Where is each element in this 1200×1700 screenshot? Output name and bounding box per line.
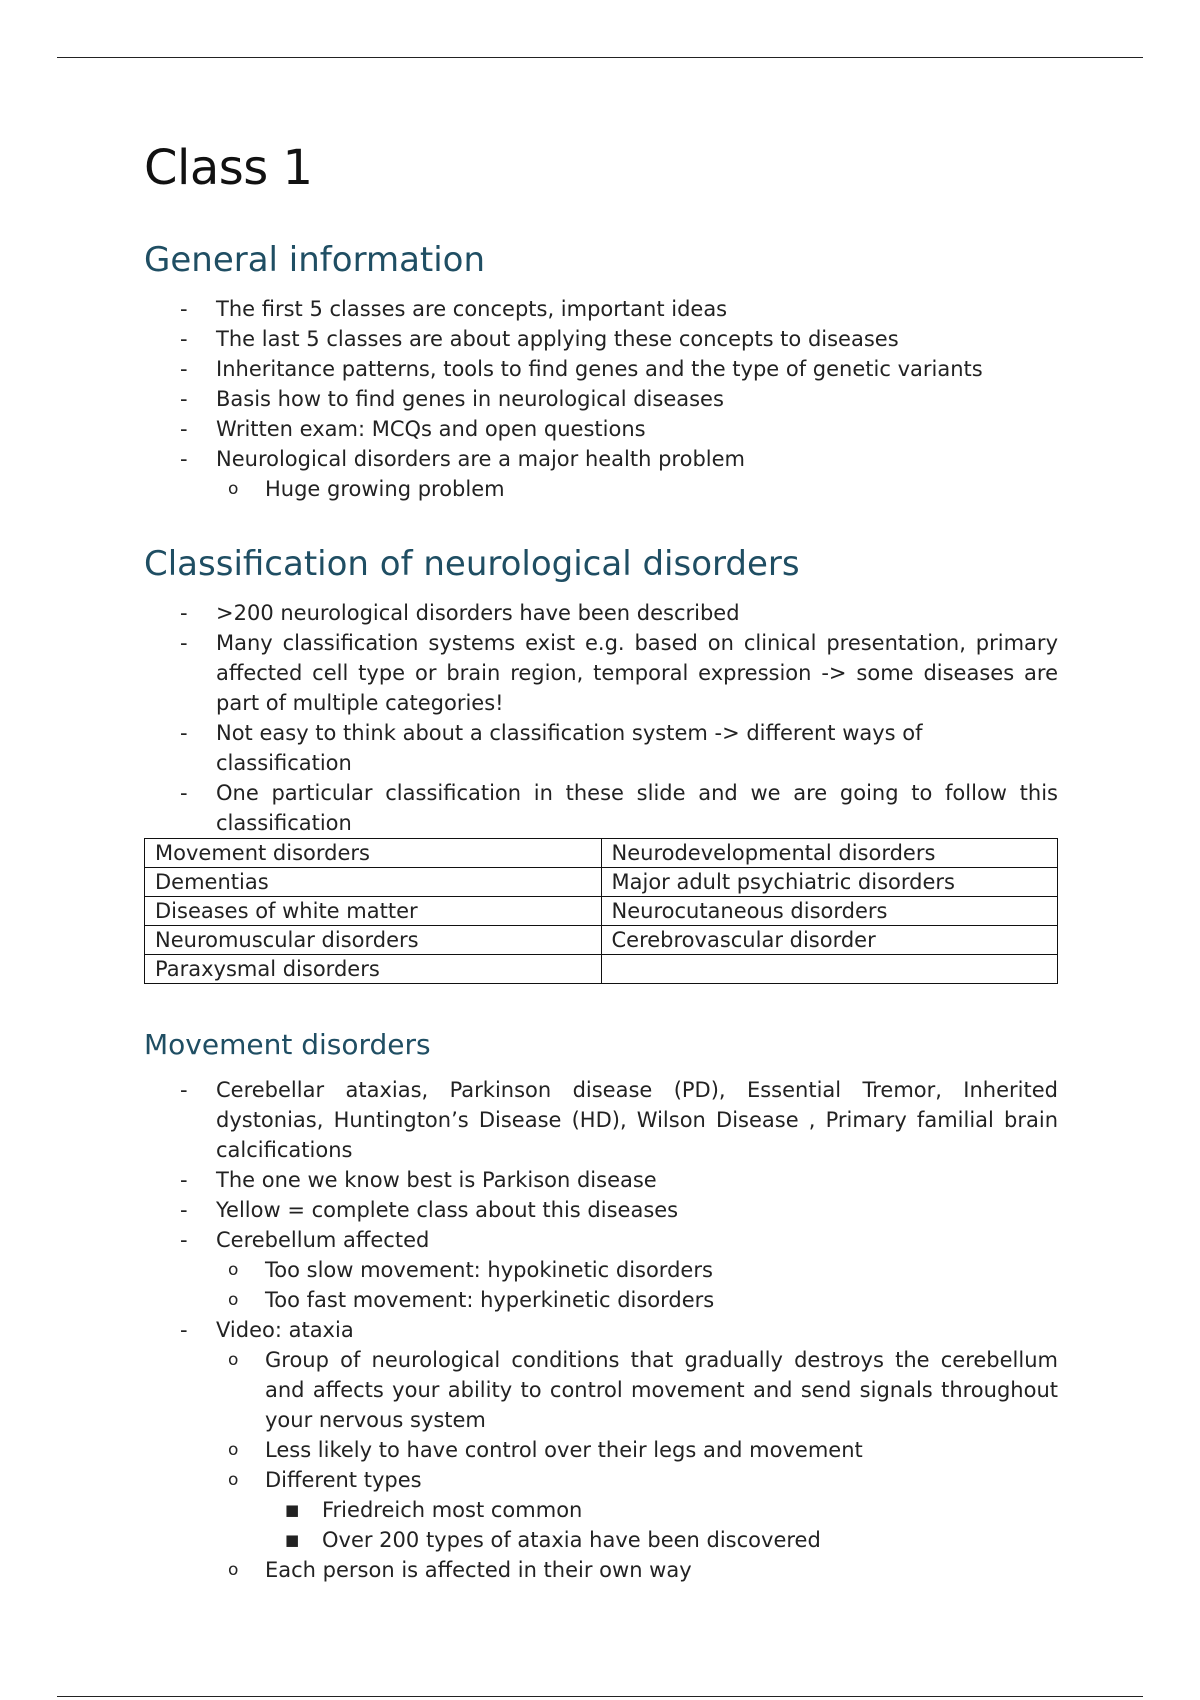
list-item: - The last 5 classes are about applying these concepts to diseases [144, 324, 1058, 354]
table-cell: Diseases of white matter [145, 897, 602, 926]
circle-bullet: o [228, 1290, 239, 1310]
sub-sub-list-item: ■ Friedreich most common [144, 1495, 1058, 1525]
movement-disorders-list [144, 1075, 1058, 1585]
table-cell: Dementias [145, 868, 602, 897]
dash-bullet: - [180, 357, 188, 381]
dash-bullet: - [180, 327, 188, 351]
list-item: - >200 neurological disorders have been described [144, 598, 1058, 628]
dash-bullet: - [180, 297, 188, 321]
list-item: - Cerebellum affected [144, 1225, 1058, 1255]
general-information-list [144, 294, 1058, 504]
dash-bullet: - [180, 781, 188, 805]
table-row [145, 926, 1058, 955]
document-page [144, 140, 1058, 1585]
table-cell: Major adult psychiatric disorders [601, 868, 1058, 897]
table-cell: Cerebrovascular disorder [601, 926, 1058, 955]
list-item: - Inheritance patterns, tools to find genes and the type of genetic variants [144, 354, 1058, 384]
classification-list [144, 598, 1058, 838]
dash-bullet: - [180, 1168, 188, 1192]
dash-bullet: - [180, 1228, 188, 1252]
dash-bullet: - [180, 721, 188, 745]
page-title: Class 1 [144, 140, 313, 196]
table-row [145, 897, 1058, 926]
table-row [145, 955, 1058, 984]
circle-bullet: o [228, 479, 239, 499]
table-row [145, 839, 1058, 868]
list-item: - Basis how to find genes in neurological diseases [144, 384, 1058, 414]
sub-list-item: o Group of neurological conditions that gradually destroys the cerebellum and affects your ability to control movement and send signals throughout your nervous system [144, 1345, 1058, 1435]
top-rule [57, 57, 1143, 58]
circle-bullet: o [228, 1440, 239, 1460]
classification-section [144, 544, 1058, 838]
bottom-rule [57, 1696, 1143, 1697]
dash-bullet: - [180, 601, 188, 625]
sub-list-item: o Different types [144, 1465, 1058, 1495]
list-item: - One particular classification in these slide and we are going to follow this classification [144, 778, 1058, 838]
list-item: - Cerebellar ataxias, Parkinson disease (PD), Essential Tremor, Inherited dystonias, Huntington’s Disease (HD), Wilson Disease , Primary familial brain calcifications [144, 1075, 1058, 1165]
general-information-heading: General information [144, 240, 486, 280]
sub-list-item: o Huge growing problem [144, 474, 1058, 504]
sub-list-item: o Too fast movement: hyperkinetic disorders [144, 1285, 1058, 1315]
dash-bullet: - [180, 1318, 188, 1342]
list-item: - Many classification systems exist e.g. based on clinical presentation, primary affected cell type or brain region, temporal expression -> some diseases are part of multiple categories! [144, 628, 1058, 718]
table-cell: Neurodevelopmental disorders [601, 839, 1058, 868]
dash-bullet: - [180, 1078, 188, 1102]
movement-disorders-heading: Movement disorders [144, 1028, 431, 1061]
circle-bullet: o [228, 1350, 239, 1370]
list-item: - Yellow = complete class about this diseases [144, 1195, 1058, 1225]
list-item: - The first 5 classes are concepts, important ideas [144, 294, 1058, 324]
movement-disorders-section [144, 1028, 1058, 1585]
square-bullet: ■ [285, 1501, 300, 1519]
circle-bullet: o [228, 1260, 239, 1280]
list-item: - Written exam: MCQs and open questions [144, 414, 1058, 444]
table-row [145, 868, 1058, 897]
square-bullet: ■ [285, 1531, 300, 1549]
table-cell: Neurocutaneous disorders [601, 897, 1058, 926]
sub-sub-list-item: ■ Over 200 types of ataxia have been discovered [144, 1525, 1058, 1555]
list-item: - Not easy to think about a classification system -> different ways of classification [144, 718, 1058, 778]
dash-bullet: - [180, 417, 188, 441]
dash-bullet: - [180, 387, 188, 411]
general-information-section [144, 240, 1058, 504]
sub-list-item: o Too slow movement: hypokinetic disorders [144, 1255, 1058, 1285]
circle-bullet: o [228, 1560, 239, 1580]
list-item: - The one we know best is Parkison disease [144, 1165, 1058, 1195]
classification-table [144, 838, 1058, 984]
dash-bullet: - [180, 631, 188, 655]
table-cell: Neuromuscular disorders [145, 926, 602, 955]
table-cell: Movement disorders [145, 839, 602, 868]
dash-bullet: - [180, 1198, 188, 1222]
table-cell: Paraxysmal disorders [145, 955, 602, 984]
dash-bullet: - [180, 447, 188, 471]
classification-heading: Classification of neurological disorders [144, 544, 800, 584]
list-item: - Video: ataxia [144, 1315, 1058, 1345]
sub-list-item: o Each person is affected in their own way [144, 1555, 1058, 1585]
table-cell [601, 955, 1058, 984]
circle-bullet: o [228, 1470, 239, 1490]
list-item: - Neurological disorders are a major health problem [144, 444, 1058, 474]
sub-list-item: o Less likely to have control over their legs and movement [144, 1435, 1058, 1465]
